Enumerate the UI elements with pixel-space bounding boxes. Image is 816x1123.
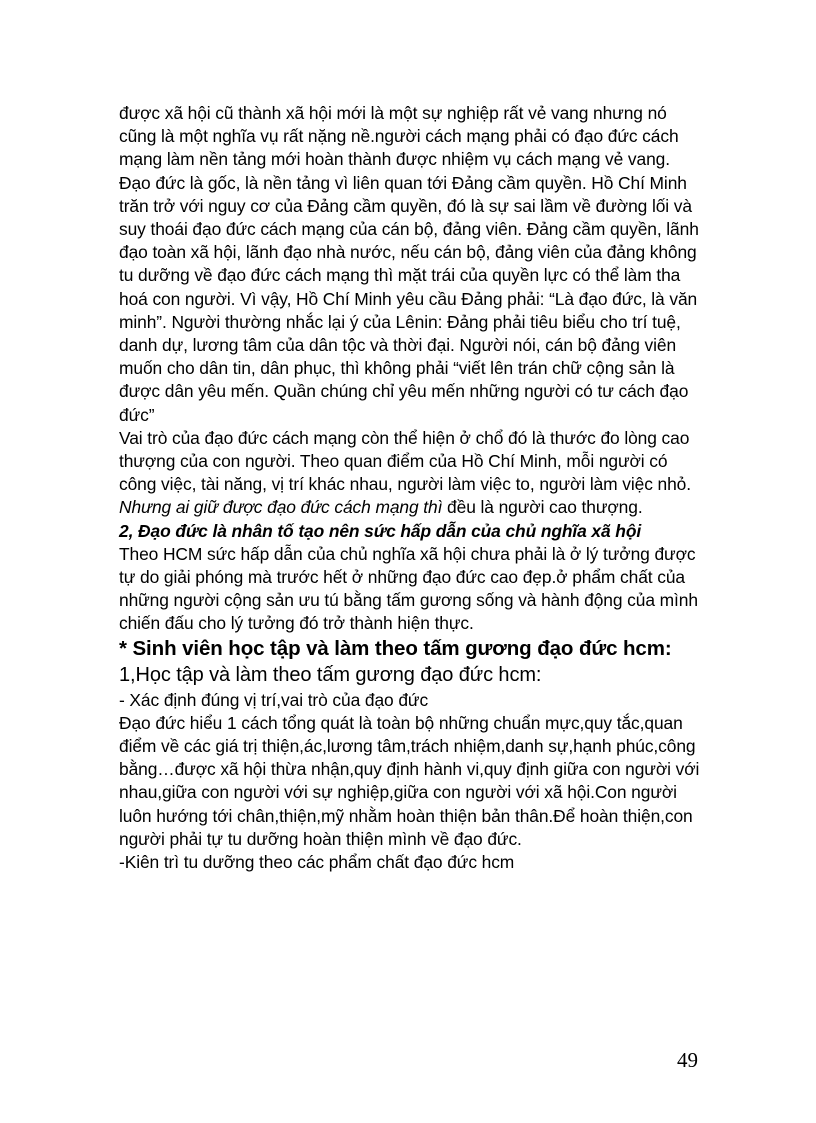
sub-heading: 1,Học tập và làm theo tấm gương đạo đức hcm: [119,663,542,686]
heading-2: 2, Đạo đức là nhân tố tạo nên sức hấp dẫn của chủ nghĩa xã hội [119,520,642,541]
paragraph-4: Theo HCM sức hấp dẫn của chủ nghĩa xã hội chưa phải là ở lý tưởng được tự do giải phóng mà trước hết ở những đạo đức cao đẹp.ở phẩm chất của những người cộng sản ưu tú bằng tấm gương sống và hành động của mình chiến đấu cho lý tưởng đó trở thành hiện thực. [119,543,698,634]
paragraph-5: Đạo đức hiểu 1 cách tổng quát là toàn bộ những chuẩn mực,quy tắc,quan điểm về các giá trị thiện,ác,lương tâm,trách nhiệm,danh sự,hạnh phúc,công bằng…được xã hội thừa nhận,quy định hành vi,quy định giữa con người với nhau,giữa con người với sự nghiệp,giữa con người với xã hội.Con người luôn hướng tới chân,thiện,mỹ nhằm hoàn thiện bản thân.Để hoàn thiện,con người phải tự tu dưỡng hoàn thiện mình về đạo đức. [119,712,700,849]
paragraph-3-end: đều là người cao thượng. [442,497,643,518]
paragraph-2: Đạo đức là gốc, là nền tảng vì liên quan tới Đảng cầm quyền. Hồ Chí Minh trăn trở với nguy cơ của Đảng cầm quyền, đó là sự sai lầm về đường lối và suy thoái đạo đức cách mạng của cán bộ, đảng viên. Đảng cầm quyền, lãnh đạo toàn xã hội, lãnh đạo nhà nước, nếu cán bộ, đảng viên của đảng không tu dưỡng về đạo đức cách mạng thì mặt trái của quyền lực có thể làm tha hoá con người. Vì vậy, Hồ Chí Minh yêu cầu Đảng phải: “Là đạo đức, là văn minh”. Người thường nhắc lại ý của Lênin: Đảng phải tiêu biểu cho trí tuệ, danh dự, lương tâm của dân tộc và thời đại. Người nói, cán bộ đảng viên muốn cho dân tin, dân phục, thì không phải “viết lên trán chữ cộng sản là được dân yêu mến. Quần chúng chỉ yêu mến những người có tư cách đạo đức” [119,172,699,425]
paragraph-3-italic: Nhưng ai giữ được đạo đức cách mạng thì [119,497,443,518]
page-number: 49 [677,1048,698,1072]
paragraph-3 [119,427,705,520]
section-heading: * Sinh viên học tập và làm theo tấm gương đạo đức hcm: [119,636,672,660]
bullet-2: -Kiên trì tu dưỡng theo các phẩm chất đạo đức hcm [119,852,515,873]
bullet-1: - Xác định đúng vị trí,vai trò của đạo đức [119,689,429,710]
page-content [119,102,705,874]
paragraph-1: được xã hội cũ thành xã hội mới là một sự nghiệp rất vẻ vang nhưng nó cũng là một nghĩa vụ rất nặng nề.người cách mạng phải có đạo đức cách mạng làm nền tảng mới hoàn thành được nhiệm vụ cách mạng vẻ vang. [119,103,679,170]
paragraph-3-start: Vai trò của đạo đức cách mạng còn thể hiện ở chổ đó là thước đo lòng cao thượng của con người. Theo quan điểm của Hồ Chí Minh, mỗi người có công việc, tài năng, vị trí khác nhau, người làm việc to, người làm việc nhỏ. [119,427,691,495]
